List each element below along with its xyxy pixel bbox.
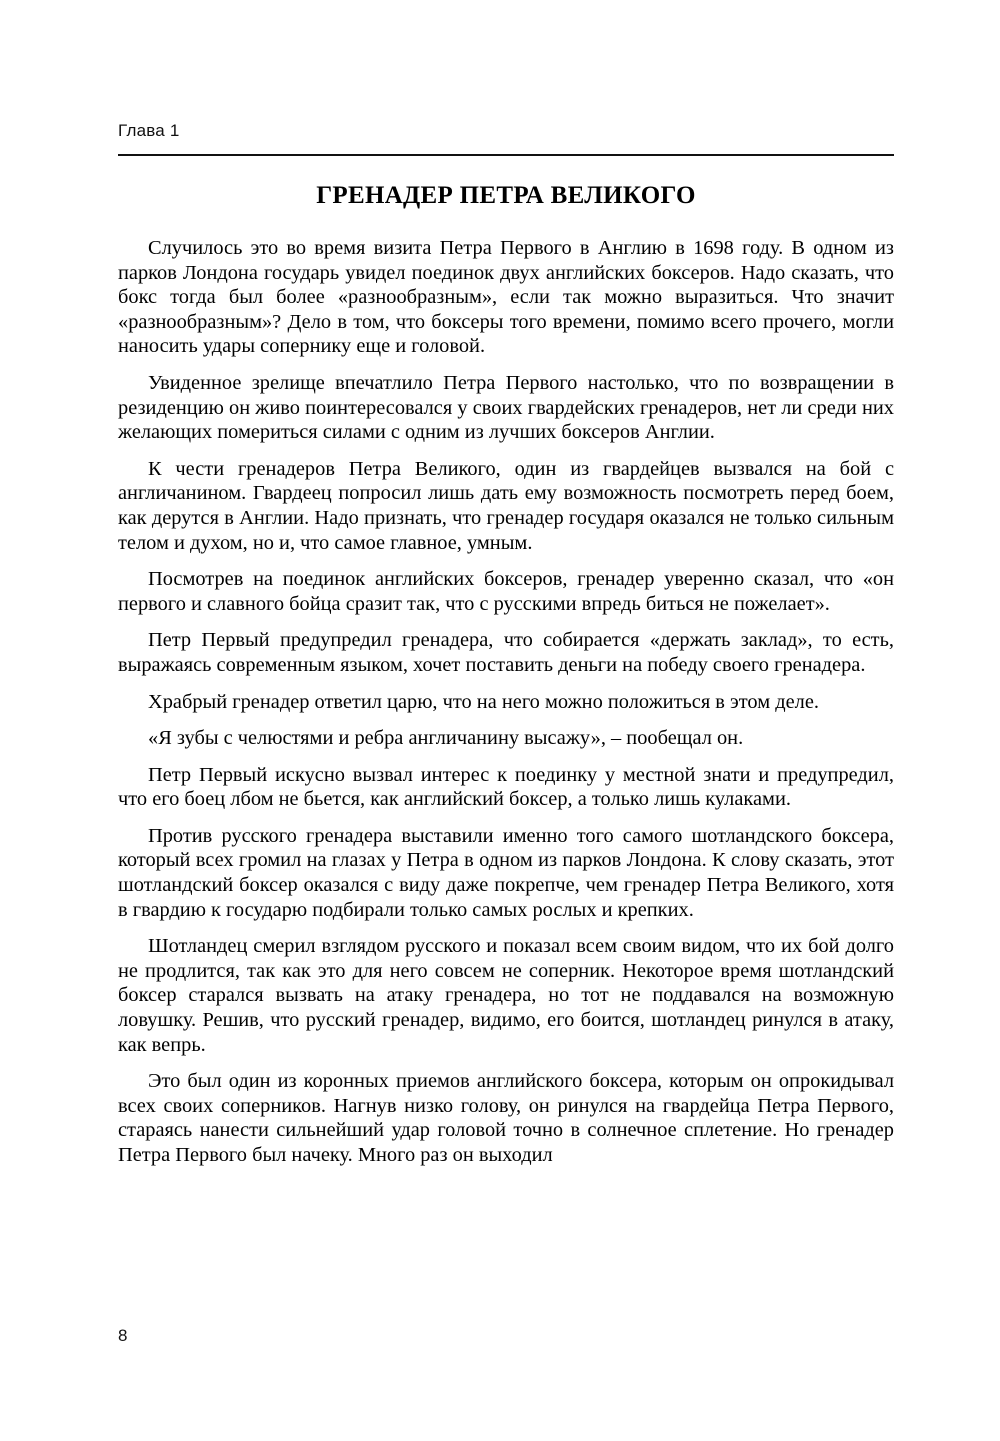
paragraph: Против русского гренадера выставили именно того самого шотландского боксера, который всех громил на глазах у Петра в одном из парков Лондона. К слову сказать, этот шотландский боксер оказался с виду даже покрепче, чем гренадер Петра Великого, хотя в гвардию к государю подбирали только самых рослых и крепких.: [118, 824, 894, 921]
paragraph: Посмотрев на поединок английских боксеров, гренадер уверенно сказал, что «он первого и славного бойца сразит так, что с русскими впредь биться не пожелает».: [118, 568, 894, 615]
paragraph: Петр Первый предупредил гренадера, что собирается «держать заклад», то есть, выражаясь современным языком, хочет поставить деньги на победу своего гренадера.: [118, 629, 894, 676]
body-text: [118, 236, 894, 1180]
paragraph: Шотландец смерил взглядом русского и показал всем своим видом, что их бой долго не продлится, так как это для него совсем не соперник. Некоторое время шотландский боксер старался вызвать на атаку гренадера, но тот не поддавался на возможную ловушку. Решив, что русский гренадер, видимо, его боится, шотландец ринулся в атаку, как вепрь.: [118, 935, 894, 1056]
paragraph: Храбрый гренадер ответил царю, что на него можно положиться в этом деле.: [148, 690, 819, 713]
paragraph: К чести гренадеров Петра Великого, один из гвардейцев вызвался на бой с англичанином. Гвардеец попросил лишь дать ему возможность посмотреть перед боем, как дерутся в Англии. Надо признать, что гренадер государя оказался не только сильным телом и духом, но и, что самое главное, умным.: [118, 457, 894, 554]
running-head-chapter: Глава 1: [118, 121, 180, 140]
paragraph: Это был один из коронных приемов английского боксера, которым он опрокидывал всех своих соперников. Нагнув низко голову, он ринулся на гвардейца Петра Первого, стараясь нанести сильнейший удар головой точно в солнечное сплетение. Но гренадер Петра Первого был начеку. Много раз он выходил: [118, 1070, 894, 1166]
paragraph: Увиденное зрелище впечатлило Петра Первого настолько, что по возвращении в резиденцию он живо поинтересовался у своих гвардейских гренадеров, нет ли среди них желающих помериться силами с одним из лучших боксеров Англии.: [118, 371, 894, 444]
header-divider: [118, 154, 894, 156]
page-number: 8: [118, 1326, 128, 1345]
paragraph: «Я зубы с челюстями и ребра англичанину высажу», – пообещал он.: [148, 727, 744, 750]
chapter-title: ГРЕНАДЕР ПЕТРА ВЕЛИКОГО: [316, 182, 696, 209]
paragraph: Петр Первый искусно вызвал интерес к поединку у местной знати и предупредил, что его боец лбом не бьется, как английский боксер, а только лишь кулаками.: [118, 763, 894, 811]
paragraph: Случилось это во время визита Петра Первого в Англию в 1698 году. В одном из парков Лондона государь увидел поединок двух английских боксеров. Надо сказать, что бокс тогда был более «разнообразным», если так можно выразиться. Что значит «разнообразным»? Дело в том, что боксеры того времени, помимо всего прочего, могли наносить удары сопернику еще и головой.: [118, 237, 894, 358]
